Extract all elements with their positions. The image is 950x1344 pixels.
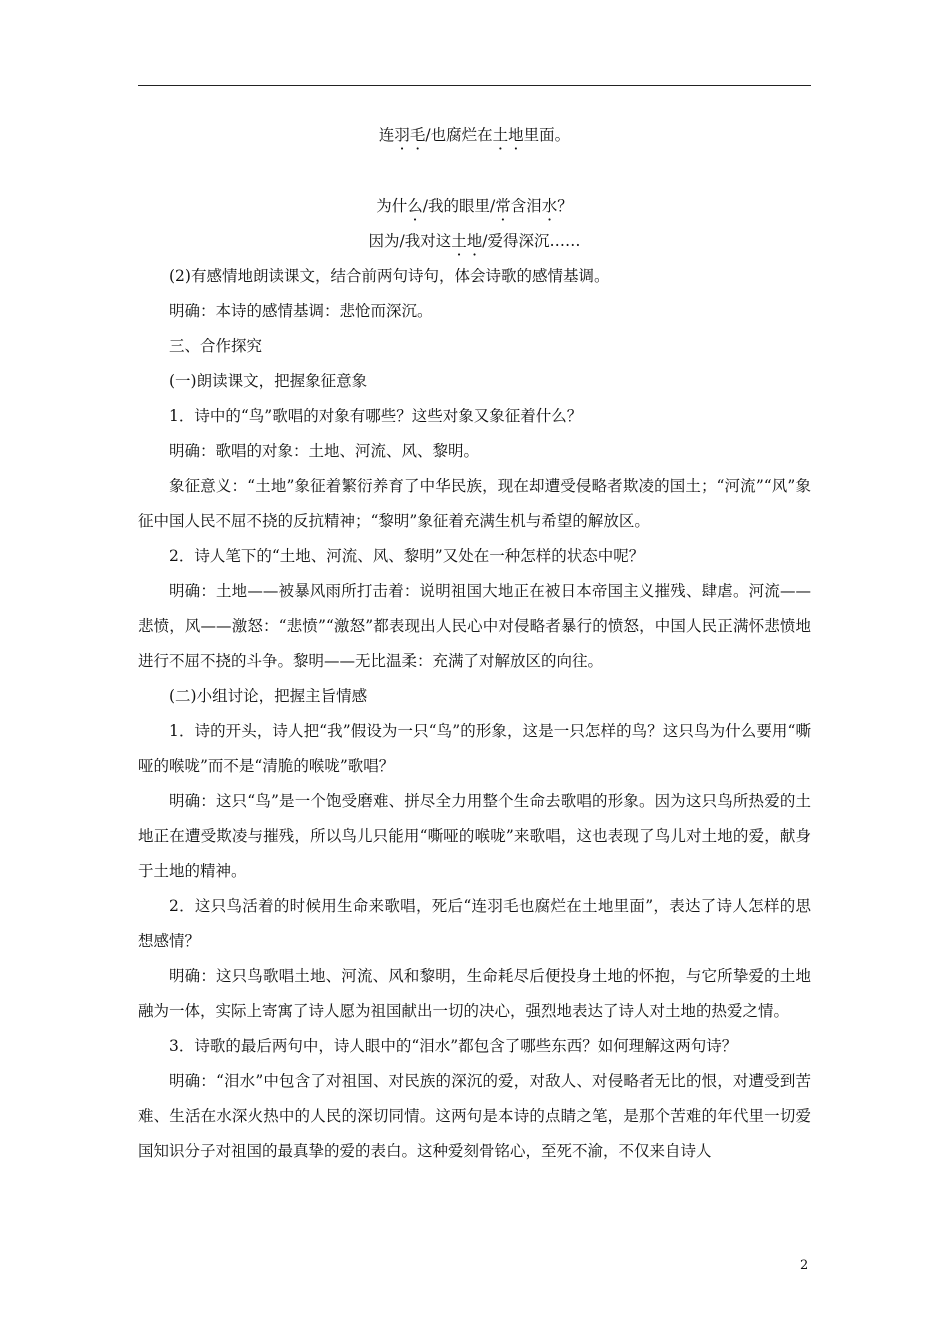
poem-line-3 <box>138 224 811 259</box>
poem-text: 因为/我对这 <box>368 232 452 250</box>
question: 1．诗的开头，诗人把“我”假设为一只“鸟”的形象，这是一只怎样的鸟？这只鸟为什么要用“嘶哑的喉咙”而不是“清脆的喉咙”歌唱？ <box>138 722 811 775</box>
header-rule <box>138 85 811 86</box>
emphasis-char: 常 <box>495 197 511 215</box>
poem-text: 含泪 <box>510 197 542 215</box>
question: 3．诗歌的最后两句中，诗人眼中的“泪水”都包含了哪些东西？如何理解这两句诗？ <box>169 1037 738 1055</box>
question: 2．这只鸟活着的时候用生命来歌唱，死后“连羽毛也腐烂在土地里面”，表达了诗人怎样的思想感情？ <box>138 897 811 950</box>
section-heading: 三、合作探究 <box>169 337 263 355</box>
answer: 明确：歌唱的对象：土地、河流、风、黎明。 <box>169 442 480 460</box>
emphasis-char: 地 <box>508 126 524 144</box>
poem-text: /我的眼里/ <box>422 197 496 215</box>
subsection-heading: (一)朗读课文，把握象征意象 <box>169 372 368 390</box>
poem-text: ？ <box>557 197 573 215</box>
page-content <box>138 118 811 1169</box>
paragraph: 明确：本诗的感情基调：悲怆而深沉。 <box>169 302 433 320</box>
page-number: 2 <box>800 1258 809 1273</box>
paragraph: 象征意义：“土地”象征着繁衍养育了中华民族，现在却遭受侵略者欺凌的国土；“河流”“风”象征中国人民不屈不挠的反抗精神；“黎明”象征着充满生机与希望的解放区。 <box>138 477 811 530</box>
poem-text: /爱得深沉…… <box>482 232 581 250</box>
poem-text: 里面。 <box>523 126 571 144</box>
poem-text: 连 <box>378 126 395 144</box>
emphasis-char: 毛 <box>409 126 426 144</box>
answer: 明确：这只“鸟”是一个饱受磨难、拼尽全力用整个生命去歌唱的形象。因为这只鸟所热爱的土地正在遭受欺凌与摧残，所以鸟儿只能用“嘶哑的喉咙”来歌唱，这也表现了鸟儿对土地的爱，献身于土地的精神。 <box>138 792 811 880</box>
emphasis-char: 土 <box>492 126 509 144</box>
poem-line-2 <box>138 189 811 224</box>
emphasis-char: 土 <box>451 232 467 250</box>
emphasis-char: 地 <box>466 232 483 250</box>
answer: 明确：这只鸟歌唱土地、河流、风和黎明，生命耗尽后便投身土地的怀抱，与它所挚爱的土地融为一体，实际上寄寓了诗人愿为祖国献出一切的决心，强烈地表达了诗人对土地的热爱之情。 <box>138 967 811 1020</box>
paragraph: (2)有感情地朗读课文，结合前两句诗句，体会诗歌的感情基调。 <box>169 267 610 285</box>
emphasis-char: 羽 <box>394 126 410 144</box>
question: 2．诗人笔下的“土地、河流、风、黎明”又处在一种怎样的状态中呢？ <box>169 547 645 565</box>
stanza-gap <box>138 153 811 189</box>
poem-text: 为什 <box>376 197 408 215</box>
emphasis-char: 水 <box>541 197 558 215</box>
emphasis-char: 么 <box>407 197 423 215</box>
poem-text: /也腐烂在 <box>425 126 493 144</box>
answer: 明确：“泪水”中包含了对祖国、对民族的深沉的爱，对敌人、对侵略者无比的恨，对遭受到苦难、生活在水深火热中的人民的深切同情。这两句是本诗的点睛之笔，是那个苦难的年代里一切爱国知识分子对祖国的最真挚的爱的表白。这种爱刻骨铭心，至死不渝，不仅来自诗人 <box>138 1072 811 1160</box>
subsection-heading: (二)小组讨论，把握主旨情感 <box>169 687 368 705</box>
poem-line-1 <box>138 118 811 153</box>
answer: 明确：土地——被暴风雨所打击着：说明祖国大地正在被日本帝国主义摧残、肆虐。河流——悲愤，风——激怒：“悲愤”“激怒”都表现出人民心中对侵略者暴行的愤怒，中国人民正满怀悲愤地进行不屈不挠的斗争。黎明——无比温柔：充满了对解放区的向往。 <box>138 582 811 670</box>
question: 1．诗中的“鸟”歌唱的对象有哪些？这些对象又象征着什么？ <box>169 407 583 425</box>
